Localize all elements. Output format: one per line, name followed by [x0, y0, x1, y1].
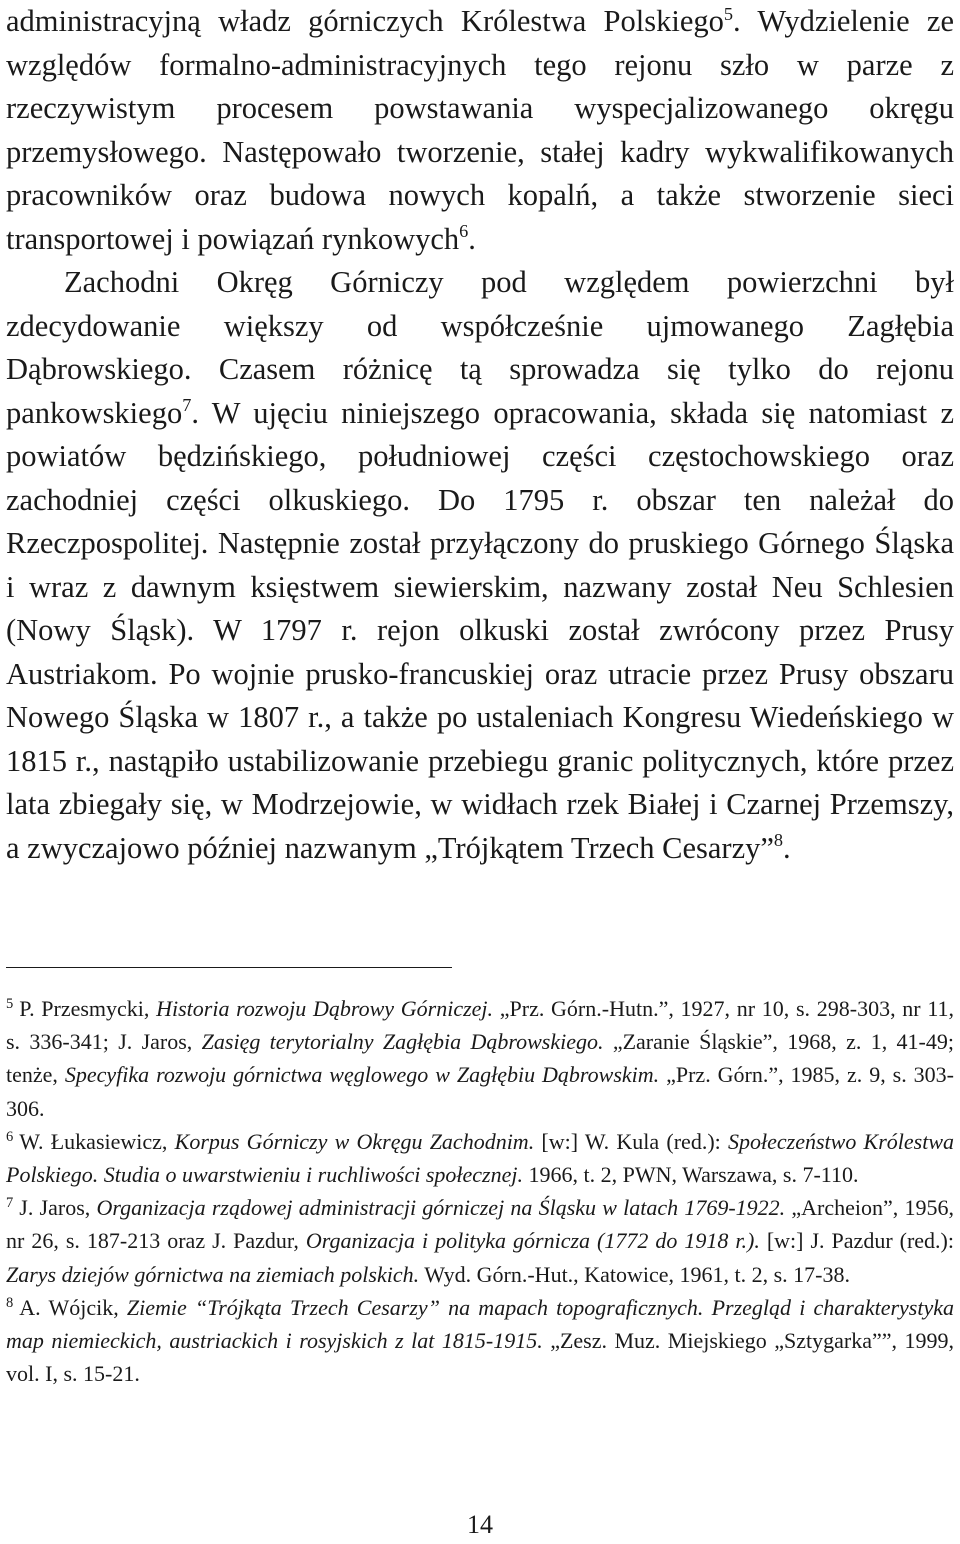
footnote-title: Zasięg terytorialny Zagłębia Dąbrowskiego. [201, 1029, 604, 1055]
footnote-title: Historia rozwoju Dąbrowy Górniczej. [156, 996, 494, 1021]
footnote-title: Zarys dziejów górnictwa na ziemiach polskich. [6, 1261, 420, 1287]
footnote-title: Organizacja rządowej administracji górniczej na Śląsku w latach 1769-1922. [96, 1195, 786, 1221]
footnote-segment: [w:] J. Pazdur (red.): [759, 1228, 954, 1254]
footnote-number: 8 [6, 1294, 14, 1311]
footnote-title: Specyfika rozwoju górnictwa węglowego w Zagłębiu Dąbrowskim. [64, 1062, 660, 1088]
footnote-title: Społeczeństwo Królestwa Polskiego. Studia o uwarstwieniu i ruchliwości społecznej. [6, 1128, 955, 1188]
paragraph-1-text-a: administracyjną władz górniczych Królestwa Polskiego [6, 4, 724, 38]
paragraph-2-text-a: Zachodni Okręg Górniczy pod względem powierzchni był zdecydowanie większy od współcześnie ujmowanego Zagłębia Dąbrowskiego. Czasem różnicę tą sprowadza się tylko do rejonu pankowskiego [6, 265, 954, 430]
footnote-title: Ziemie “Trójkąta Trzech Cesarzy” na mapach topograficznych. Przegląd i charakterystyka map niemieckich, austriackich i rosyjskich z lat 1815-1915. [6, 1294, 955, 1354]
footnote-ref-8[interactable]: 8 [773, 830, 784, 851]
footnote-segment: Wyd. Górn.-Hut., Katowice, 1961, t. 2, s. 17-38. [419, 1261, 850, 1287]
footnote-segment: „Archeion”, 1956, nr 26, s. 187-213 oraz J. Pazdur, [6, 1195, 954, 1254]
body-text [6, 0, 954, 870]
paragraph-1 [6, 0, 954, 261]
footnote-ref-7[interactable]: 7 [182, 395, 192, 416]
footnote-7 [6, 1191, 954, 1291]
paragraph-2-text-c: . [783, 830, 791, 865]
page-number: 14 [467, 1510, 493, 1539]
footnote-title: Organizacja i polityka górnicza (1772 do 1918 r.). [305, 1228, 760, 1254]
footnote-6 [6, 1125, 954, 1191]
footnote-segment: „Zesz. Muz. Miejskiego „Sztygarka””, 1999, vol. I, s. 15-21. [6, 1328, 954, 1387]
paragraph-1-text-c: . [468, 221, 476, 256]
footnote-number: 7 [6, 1195, 14, 1212]
paragraph-1-text-b: . Wydzielenie ze względów formalno-administracyjnych tego rejonu szło w parze z rzeczywistym procesem powstawania wyspecjalizowanego okręgu przemysłowego. Następowało tworzenie, stałej kadry wykwalifikowanych pracowników oraz budowa nowych kopalń, a także stworzenie sieci transportowej i powiązań rynkowych [6, 4, 954, 256]
document-page [6, 0, 954, 1544]
footnote-segment: J. Jaros, [19, 1195, 97, 1221]
footnote-ref-5[interactable]: 5 [723, 3, 734, 24]
footnote-segment: „Prz. Górn.”, 1985, z. 9, s. 303-306. [6, 1062, 954, 1121]
footnote-segment: „Zaranie Śląskie”, 1968, z. 1, 41-49; tenże, [6, 1029, 954, 1088]
footnote-number: 5 [6, 996, 14, 1013]
footnote-segment: 1966, t. 2, PWN, Warszawa, s. 7-110. [522, 1162, 859, 1188]
footnote-8 [6, 1291, 954, 1391]
footnote-segment: „Prz. Górn.-Hutn.”, 1927, nr 10, s. 298-303, nr 11, s. 336-341; J. Jaros, [6, 996, 954, 1055]
footnote-segment: [w:] W. Kula (red.): [534, 1128, 728, 1154]
footnote-separator [6, 967, 452, 968]
footnote-number: 6 [6, 1128, 14, 1145]
footnote-title: Korpus Górniczy w Okręgu Zachodnim. [174, 1128, 535, 1154]
footnote-ref-6[interactable]: 6 [459, 221, 469, 242]
paragraph-2-text-b: . W ujęciu niniejszego opracowania, składa się natomiast z powiatów będzińskiego, południowej części częstochowskiego oraz zachodniej części olkuskiego. Do 1795 r. obszar ten należał do Rzeczpospolitej. Następnie został przyłączony do pruskiego Górnego Śląska i wraz z dawnym księstwem siewierskim, nazwany został Neu Schlesien (Nowy Śląsk). W 1797 r. rejon olkuski został zwrócony przez Prusy Austriakom. Po wojnie prusko-francuskiej oraz utracie przez Prusy obszaru Nowego Śląska w 1807 r., a także po ustaleniach Kongresu Wiedeńskiego w 1815 r., nastąpiło ustabilizowanie przebiegu granic politycznych, które przez lata zbiegały się, w Modrzejowie, w widłach rzek Białej i Czarnej Przemszy, a zwyczajowo później nazwanym „Trójkątem Trzech Cesarzy” [6, 395, 954, 865]
footnote-5 [6, 992, 954, 1125]
footnote-segment: W. Łukasiewicz, [19, 1128, 175, 1154]
footnote-segment: P. Przesmycki, [19, 996, 157, 1021]
footnotes [6, 992, 954, 1390]
footnote-segment: A. Wójcik, [19, 1294, 127, 1320]
paragraph-2 [6, 261, 954, 870]
